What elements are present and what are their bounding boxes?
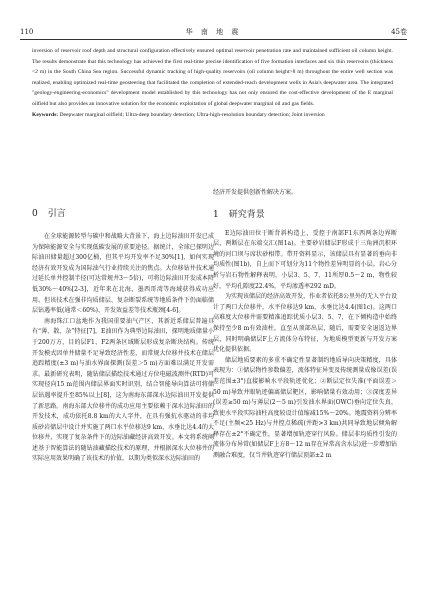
keywords	[32, 110, 393, 121]
section-title: 研究背景	[228, 209, 265, 220]
body-paragraph-continued: 经济开发提供创新性解决方案。	[213, 189, 298, 196]
abstract-continuation: inversion of reservoir roof depth and structural configuration effectively ensured optimal reservoir penetration rate and maintained sufficient oil column height. The results demonstrate that this technology has achieved the first real-time precise identification of five formation interfaces and six thin reservoirs (thickness <2 m) in the South China Sea region. Successful dynamic tracking of high-quality reservoirs (oil column height>8 m) throughout the entire well section was realized, enabling optimized real-time geosteering that facilitated the completion of extended-reach development wells in Asia's deepwater area. The integrated "geology-engineering-economics" development model established by this technology has not only ensured the cost-effective development of the E marginal oilfield but also provides an innovative solution for the economic exploitation of global deepwater marginal oil and gas fields.	[32, 48, 393, 107]
page-header	[20, 26, 407, 38]
keywords-label: Keywords:	[32, 111, 59, 118]
header-rule	[20, 39, 407, 40]
body-paragraph: E边际油田位于断背斜构造上，受控于南部F1东西两条边界断层，两断层在东端交汇(图1a)。主要砂岩储层F形成于三角洲沉积环境的河口坝与席状砂相带。带开资料显示，该储层具有显著的垂向非均质性(图1b)，自上而下可划分为11个物性差异明显的小层。岩心分析与岩石物性解释表明，小层3、5、7、11所厚0.5～2 m，物性较好，平均孔隙度22.4%，平均渗透率292 mD。	[213, 229, 397, 290]
section-title: 引言	[47, 209, 66, 219]
left-column	[32, 188, 214, 465]
body-paragraph: 南海珠江口盆地作为我国重要油气产区，其新近系储层普遍具有“薄、散、杂”特征[7]，E油田作为典型边际油田，探明地质储量小于200万方，目的层F1、F2两条区域断层形成复杂断块结构。传统开发模式因单井储量不足导致经济性差，而常规大位移井技术在储层追踪精度(±3 m)与油水界面探测(误差＞5 m)方面难以满足开发需求。最新研究表明，随钻储层描绘技术通过方位电磁波测井(RTD)可实现径向15 m范围内储层界面实时识别，结合智能导向算法可将储层钻遇率提升至85%以上[8]，这为南海东部深水边际油田开发提供了新思路。南海东部大位移井的成功应用主要依赖于深水边际油田的开发技术，成功依托8.8 km的大人字井，在具有强抗水驱动的非均质砂岩储层中设计并实施了两口水平位移达9 km、水垂比达4.4的大位移井，实现了复杂条件下的边际油藏经济高效开发。本文将系统阐述基于智能算法的随钻油藏描绘技术的原理，并根据深水大位移井的实际应用效果明确了该技术的价值，以期为类似深水边际油田的	[32, 317, 214, 463]
journal-name: 华 南 地 震	[185, 28, 242, 36]
body-paragraph: 储层地质要素的多重不确定性显著制约地质导向决策精度，具体表现为：①储层物性参数偏差，流体特征异变及传统测量成像误差(误差范围±3°)直接影响水平段轨迹优化；②断层定位失准(平面误差＞50 m)导致井眼轨迹偏离储层靶区，影响储量有效动用；③深度差异(误差≥50 m)与薄层(2～5 m)引发油水界面(OWC)垂向定位失真，致使水平段实际油柱高度较设计值缩减15%～20%。地震资料分辨率不足(主频<25 Hz)与井控点稀疏(井距>3 km)共同导致地层倾角解释存在±2°不确定性，显著增加轨迹穿行风险。储层非均质性引发的流体分布异常(如储层F上方8～12 m存在异常高含水层)进一步增加钻测融合难度，仅当井轨迹穿行储层顶部±2 m	[213, 356, 397, 460]
section-number: 1	[213, 209, 219, 220]
section-number: 0	[32, 209, 38, 219]
body-paragraph: 在全球能源转型与碳中和战略大背景下，海上边际油田开发已成为保障能源安全与实现低碳发展的重要途径。据统计，全球已探明边际油田储量超过300亿桶，但其平均开发率不足30%[1]，如何实现经济有效开发成为国际油气行业持续关注的焦点。大位移钻井技术通过延长单井控制半径(可达常规井3～5倍)，可将边际油田开发成本降低30%～40%[2-3]，近年来在北海、墨西哥湾等海域获得成功应用。但该技术在强非均质储层、复杂断裂系统等地质条件下仍面临储层钻遇率低(通常＜60%)、开发效益差等技术瓶颈[4-6]。	[32, 233, 214, 315]
volume-label: 45卷	[391, 28, 407, 36]
page-number: 110	[20, 28, 34, 36]
body-paragraph: 为实现该储层的经济高效开发，作业者依托8公里外的无人平台设计了两口大位移井，水平位移达9 km，水垂比达4.4(图1c)。这两口高难度大位移井需要精准追踪优质小层3、5、7，在下倾构造中始终保持至少8 m有效油柱，直至从顶部出层，随后，需要安全退返边界层，同时明确储层F上方流体分布特征，为地质模型更新与开发方案优化提供依据。	[213, 293, 397, 354]
section-heading-background	[213, 209, 397, 221]
english-abstract	[32, 46, 393, 120]
right-column	[213, 188, 397, 462]
section-heading-introduction	[32, 208, 214, 220]
keywords-text: Deepwater marginal oilfield; Ultra-deep boundary detection; Ultra-high-resolution boundary detection; Joint inversion	[58, 111, 325, 118]
